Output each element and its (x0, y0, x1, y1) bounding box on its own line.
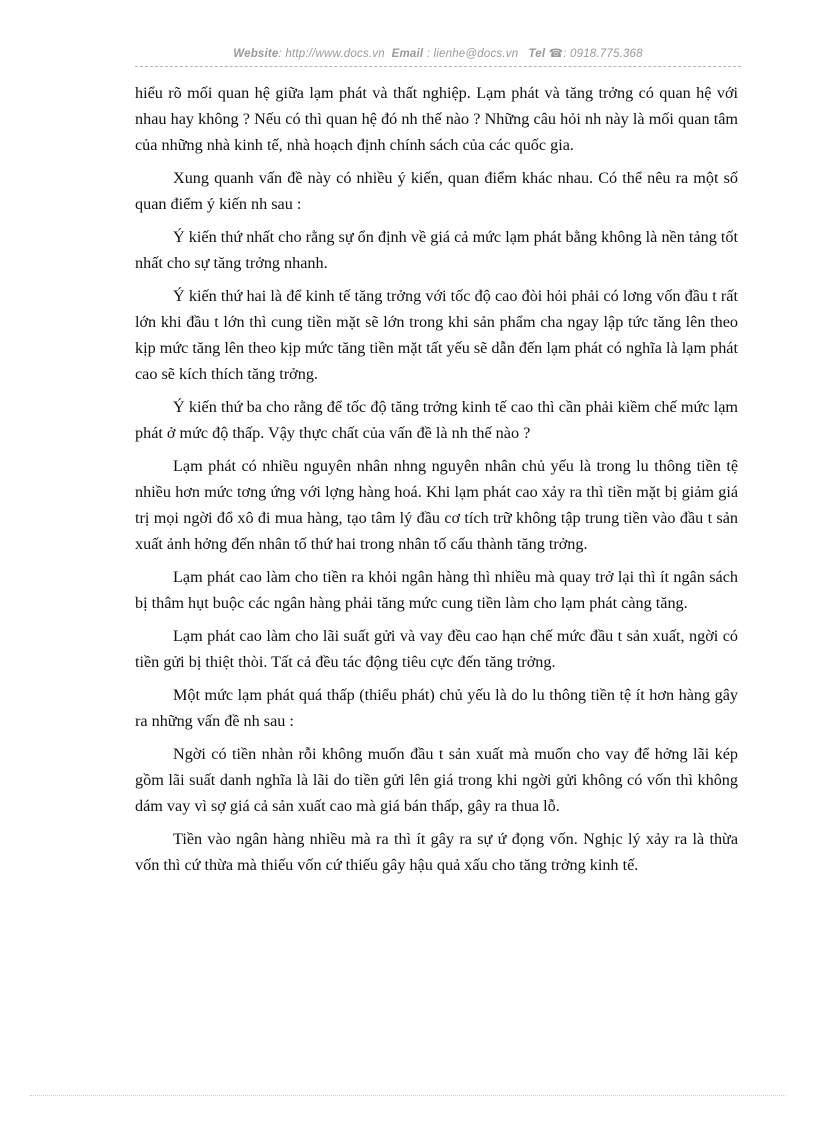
paragraph: Ngời có tiền nhàn rỗi không muốn đầu t sản xuất mà muốn cho vay để hởng lãi kép gồm lãi suất danh nghĩa là lãi do tiền gửi lên giá trong khi ngời gửi không có vốn thì không dám vay vì sợ giá cả sản xuất cao mà giá bán thấp, gây ra thua lỗ. (135, 745, 738, 815)
email-value: : lienhe@docs.vn (426, 48, 519, 60)
page-header (135, 46, 741, 60)
paragraph: Lạm phát cao làm cho lãi suất gửi và vay đều cao hạn chế mức đầu t sản xuất, ngời có tiền gửi bị thiệt thòi. Tất cả đều tác động tiêu cực đến tăng trởng. (135, 627, 738, 671)
tel-label: Tel (528, 48, 546, 60)
paragraph: Lạm phát có nhiều nguyên nhân nhng nguyên nhân chủ yếu là trong lu thông tiền tệ nhiều hơn mức tơng ứng với lợng hàng hoá. Khi lạm phát cao xảy ra thì tiền mặt bị giảm giá trị mọi ngời đổ xô đi mua hàng, tạo tâm lý đầu cơ tích trữ không tập trung tiền vào đầu t sản xuất ảnh hởng đến nhân tố thứ hai trong nhân tố cấu thành tăng trởng. (135, 457, 738, 553)
paragraph: Ý kiến thứ hai là để kinh tế tăng trởng với tốc độ cao đòi hỏi phải có lơng vốn đầu t rất lớn khi đầu t lớn thì cung tiền mặt sẽ lớn trong khi sản phẩm cha ngay lập tức tăng lên theo kịp mức tăng lên theo kịp mức tăng tiền mặt tất yếu sẽ dẫn đến lạm phát có nghĩa là lạm phát cao sẽ kích thích tăng trởng. (135, 287, 738, 383)
footer-divider (30, 1095, 786, 1096)
email-label: Email (391, 48, 424, 60)
document-body (135, 80, 738, 885)
paragraph: hiểu rõ mối quan hệ giữa lạm phát và thất nghiệp. Lạm phát và tăng trởng có quan hệ với nhau hay không ? Nếu có thì quan hệ đó nh thế nào ? Những câu hỏi nh này là mối quan tâm của những nhà kinh tế, nhà hoạch định chính sách của các quốc gia. (135, 84, 738, 154)
website-label: Website (233, 48, 279, 60)
paragraph: Lạm phát cao làm cho tiền ra khỏi ngân hàng thì nhiều mà quay trở lại thì ít ngân sách bị thâm hụt buộc các ngân hàng phải tăng mức cung tiền làm cho lạm phát càng tăng. (135, 568, 738, 612)
paragraph: Ý kiến thứ nhất cho rằng sự ổn định về giá cả mức lạm phát bằng không là nền tảng tốt nhất cho sự tăng trởng nhanh. (135, 228, 738, 272)
header-divider (135, 66, 741, 67)
paragraph: Xung quanh vấn đề này có nhiều ý kiến, quan điểm khác nhau. Có thể nêu ra một số quan điểm ý kiến nh sau : (135, 169, 738, 213)
tel-value: ☎: 0918.775.368 (548, 48, 643, 60)
paragraph: Một mức lạm phát quá thấp (thiểu phát) chủ yếu là do lu thông tiền tệ ít hơn hàng gây ra những vấn đề nh sau : (135, 686, 738, 730)
website-value: : http://www.docs.vn (278, 48, 385, 60)
paragraph: Ý kiến thứ ba cho rằng để tốc độ tăng trởng kinh tế cao thì cần phải kiềm chế mức lạm phát ở mức độ thấp. Vậy thực chất của vấn đề là nh thế nào ? (135, 398, 738, 442)
paragraph: Tiền vào ngân hàng nhiều mà ra thì ít gây ra sự ứ đọng vốn. Nghịc lý xảy ra là thừa vốn thì cứ thừa mà thiếu vốn cứ thiếu gây hậu quả xấu cho tăng trởng kinh tế. (135, 830, 738, 874)
